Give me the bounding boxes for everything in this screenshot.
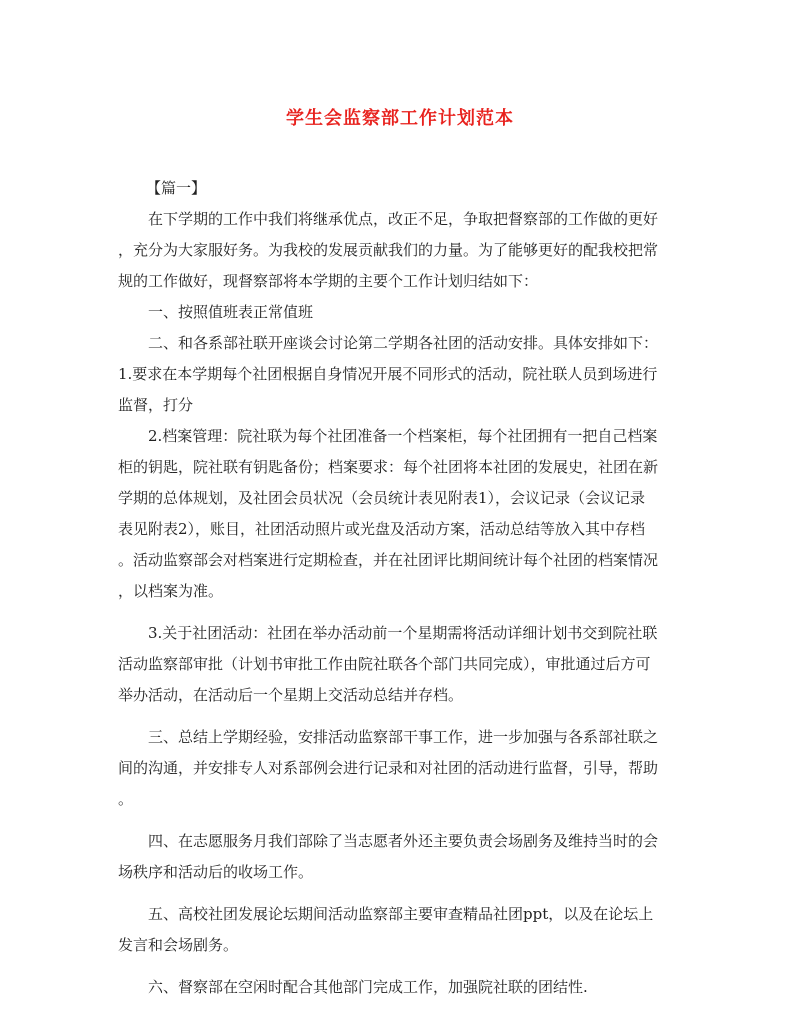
paragraph-line: ，以档案为准。	[118, 582, 224, 600]
document-title: 学生会监察部工作计划范本	[286, 108, 514, 129]
paragraph-line: 。活动监察部会对档案进行定期检查，并在社团评比期间统计每个社团的档案情况	[118, 551, 659, 569]
paragraph-line: 一、按照值班表正常值班	[148, 303, 314, 321]
paragraph-line: ，充分为大家服好务。为我校的发展贡献我们的力量。为了能够更好的配我校把常	[118, 241, 659, 259]
paragraph-line: 学期的总体规划，及社团会员状况（会员统计表见附表1），会议记录（会议记录	[118, 489, 646, 507]
paragraph-line: 三、总结上学期经验，安排活动监察部干事工作，进一步加强与各系部社联之	[148, 728, 659, 746]
paragraph-line: 举办活动，在活动后一个星期上交活动总结并存档。	[118, 686, 464, 704]
paragraph-line: 表见附表2），账目，社团活动照片或光盘及活动方案，活动总结等放入其中存档	[118, 520, 646, 538]
paragraph-line: 间的沟通，并安排专人对系部例会进行记录和对社团的活动进行监督，引导，帮助	[118, 759, 659, 777]
paragraph-line: 规的工作做好，现督察部将本学期的主要个工作计划归结如下：	[118, 272, 539, 290]
paragraph-line: 场秩序和活动后的收场工作。	[118, 863, 314, 881]
paragraph-line: 六、督察部在空闲时配合其他部门完成工作，加强院社联的团结性.	[148, 978, 588, 996]
paragraph-line: 3.关于社团活动：社团在举办活动前一个星期需将活动详细计划书交到院社联	[148, 624, 658, 642]
paragraph-line: 四、在志愿服务月我们部除了当志愿者外还主要负责会场剧务及维持当时的会	[148, 832, 659, 850]
paragraph-line: 。	[118, 790, 134, 808]
paragraph-line: 柜的钥匙，院社联有钥匙备份；档案要求：每个社团将本社团的发展史，社团在新	[118, 458, 659, 476]
paragraph-line: 监督，打分	[118, 396, 194, 414]
document-body	[118, 173, 690, 1003]
paragraph-line: 2.档案管理：院社联为每个社团准备一个档案柜，每个社团拥有一把自己档案	[148, 427, 658, 445]
paragraph-line: 发言和会场剧务。	[118, 936, 239, 954]
paragraph-line: 五、高校社团发展论坛期间活动监察部主要审查精品社团ppt，以及在论坛上	[148, 905, 654, 923]
section-label: 【篇一】	[146, 179, 207, 197]
paragraph-line: 二、和各系部社联开座谈会讨论第二学期各社团的活动安排。具体安排如下：	[148, 334, 659, 352]
paragraph-line: 在下学期的工作中我们将继承优点，改正不足，争取把督察部的工作做的更好	[148, 210, 659, 228]
paragraph-line: 活动监察部审批（计划书审批工作由院社联各个部门共同完成），审批通过后方可	[118, 655, 651, 673]
paragraph-line: 1.要求在本学期每个社团根据自身情况开展不同形式的活动，院社联人员到场进行	[118, 365, 658, 383]
